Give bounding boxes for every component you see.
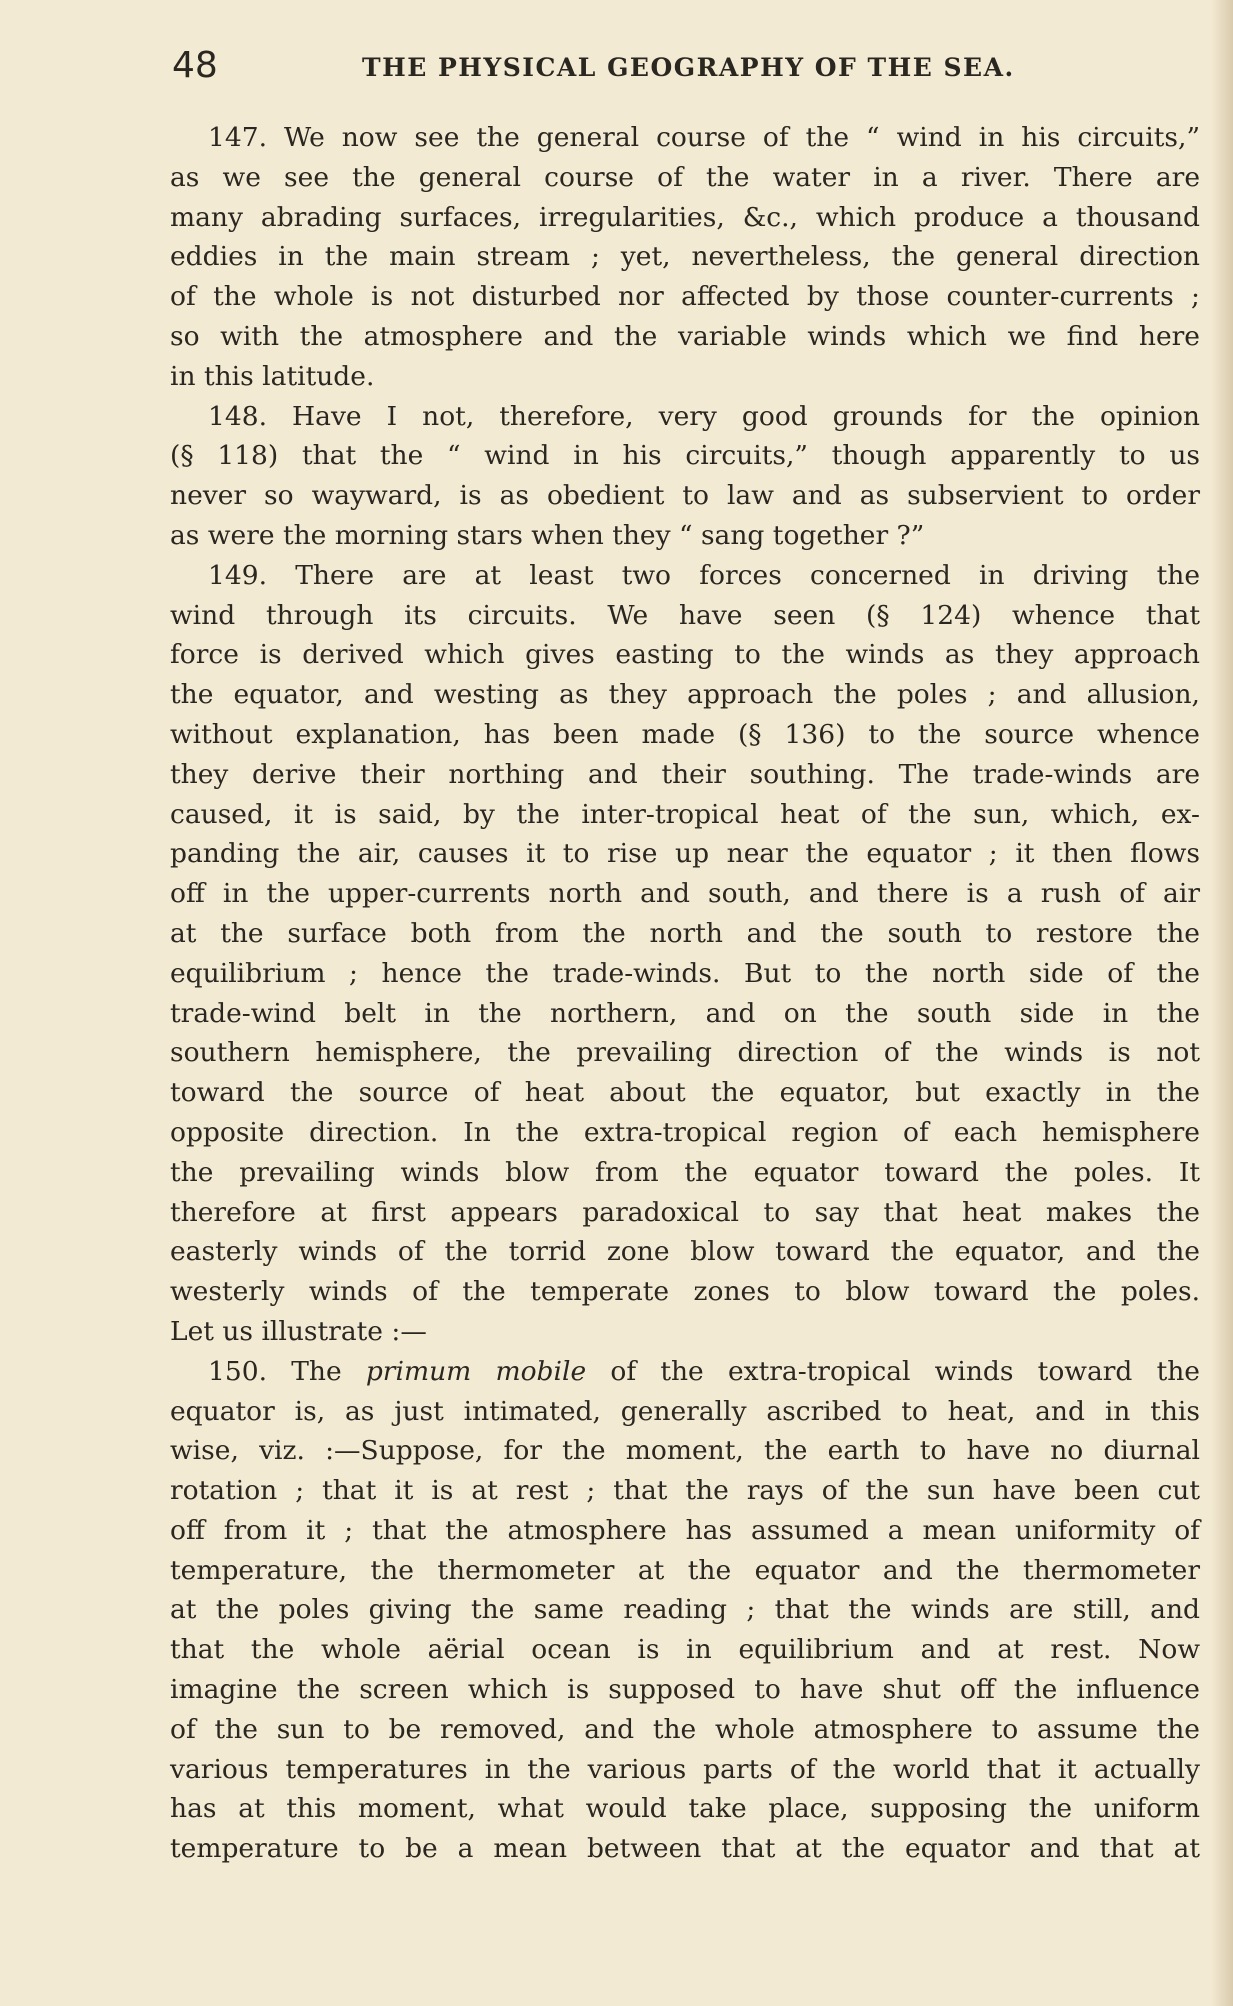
text-line: panding the air, causes it to rise up near the equator ; it then flows bbox=[170, 838, 1200, 870]
text-line: at the poles giving the same reading ; that the winds are still, and bbox=[170, 1594, 1200, 1626]
text-line: 148. Have I not, therefore, very good grounds for the opinion bbox=[208, 400, 1200, 432]
text-line: various temperatures in the various parts of the world that it actually bbox=[170, 1753, 1200, 1785]
text-line: never so wayward, is as obedient to law and as subservient to order bbox=[170, 480, 1200, 512]
text-line: 147. We now see the general course of the “ wind in his circuits,” bbox=[208, 122, 1200, 153]
text-line: that the whole aërial ocean is in equilibrium and at rest. Now bbox=[170, 1634, 1200, 1666]
text-line: at the surface both from the north and the south to restore the bbox=[170, 917, 1200, 949]
text-line: temperature, the thermometer at the equator and the thermometer bbox=[170, 1554, 1200, 1586]
text-line: therefore at first appears paradoxical to say that heat makes the bbox=[170, 1196, 1200, 1228]
page-number: 48 bbox=[172, 45, 218, 86]
page-header bbox=[172, 44, 1122, 88]
text-line: Let us illustrate :— bbox=[170, 1315, 427, 1347]
text-line: of the whole is not disturbed nor affected by those counter-currents ; bbox=[170, 281, 1200, 313]
text-line: as we see the general course of the water in a river. There are bbox=[170, 161, 1200, 193]
text-line: (§ 118) that the “ wind in his circuits,” though apparently to us bbox=[170, 440, 1200, 472]
text-line: southern hemisphere, the prevailing direction of the winds is not bbox=[170, 1037, 1200, 1069]
text-line: toward the source of heat about the equator, but exactly in the bbox=[170, 1077, 1200, 1109]
text-line: wise, viz. :—Suppose, for the moment, the earth to have no diurnal bbox=[170, 1435, 1200, 1467]
text-line: rotation ; that it is at rest ; that the rays of the sun have been cut bbox=[170, 1475, 1200, 1507]
text-line: 149. There are at least two forces concerned in driving the bbox=[208, 559, 1200, 591]
text-line: many abrading surfaces, irregularities, &c., which produce a thousand bbox=[170, 201, 1200, 233]
text-line: off in the upper-currents north and south, and there is a rush of air bbox=[170, 878, 1200, 910]
text-line: has at this moment, what would take place, supposing the uniform bbox=[170, 1793, 1200, 1825]
italic-phrase: primum mobile bbox=[365, 1355, 587, 1387]
text-line: easterly winds of the torrid zone blow toward the equator, and the bbox=[170, 1236, 1200, 1268]
text-line: off from it ; that the atmosphere has assumed a mean uniformity of bbox=[170, 1514, 1200, 1546]
text-line: equator is, as just intimated, generally ascribed to heat, and in this bbox=[170, 1395, 1200, 1427]
text-line: trade-wind belt in the northern, and on the south side in the bbox=[170, 997, 1200, 1029]
text-line: eddies in the main stream ; yet, nevertheless, the general direction bbox=[170, 241, 1200, 273]
text-line: of the sun to be removed, and the whole atmosphere to assume the bbox=[170, 1713, 1200, 1745]
text-line: as were the morning stars when they “ sang together ?” bbox=[170, 519, 925, 551]
text-line: equilibrium ; hence the trade-winds. But to the north side of the bbox=[170, 957, 1200, 989]
text-line: temperature to be a mean between that at the equator and that at bbox=[170, 1833, 1200, 1865]
text-line: westerly winds of the temperate zones to blow toward the poles. bbox=[170, 1276, 1200, 1308]
text-line: caused, it is said, by the inter-tropical heat of the sun, which, ex- bbox=[170, 798, 1200, 830]
text-line: they derive their northing and their southing. The trade-winds are bbox=[170, 758, 1200, 790]
page-edge-shadow bbox=[1211, 0, 1233, 2006]
text-line: 150. The primum mobile of the extra-tropical winds toward the bbox=[208, 1355, 1200, 1387]
text-line: opposite direction. In the extra-tropical region of each hemisphere bbox=[170, 1116, 1200, 1148]
text-line: wind through its circuits. We have seen (§ 124) whence that bbox=[170, 599, 1200, 631]
text-line: so with the atmosphere and the variable winds which we find here bbox=[170, 320, 1200, 352]
text-line: without explanation, has been made (§ 136) to the source whence bbox=[170, 718, 1200, 750]
text-line: force is derived which gives easting to the winds as they approach bbox=[170, 639, 1200, 671]
body-text bbox=[170, 118, 1200, 1869]
text-line: imagine the screen which is supposed to have shut off the influence bbox=[170, 1674, 1200, 1706]
text-line: in this latitude. bbox=[170, 360, 375, 392]
text-line: the equator, and westing as they approach the poles ; and allusion, bbox=[170, 679, 1200, 711]
text-line: the prevailing winds blow from the equator toward the poles. It bbox=[170, 1156, 1200, 1188]
running-head: THE PHYSICAL GEOGRAPHY OF THE SEA. bbox=[362, 53, 1015, 82]
